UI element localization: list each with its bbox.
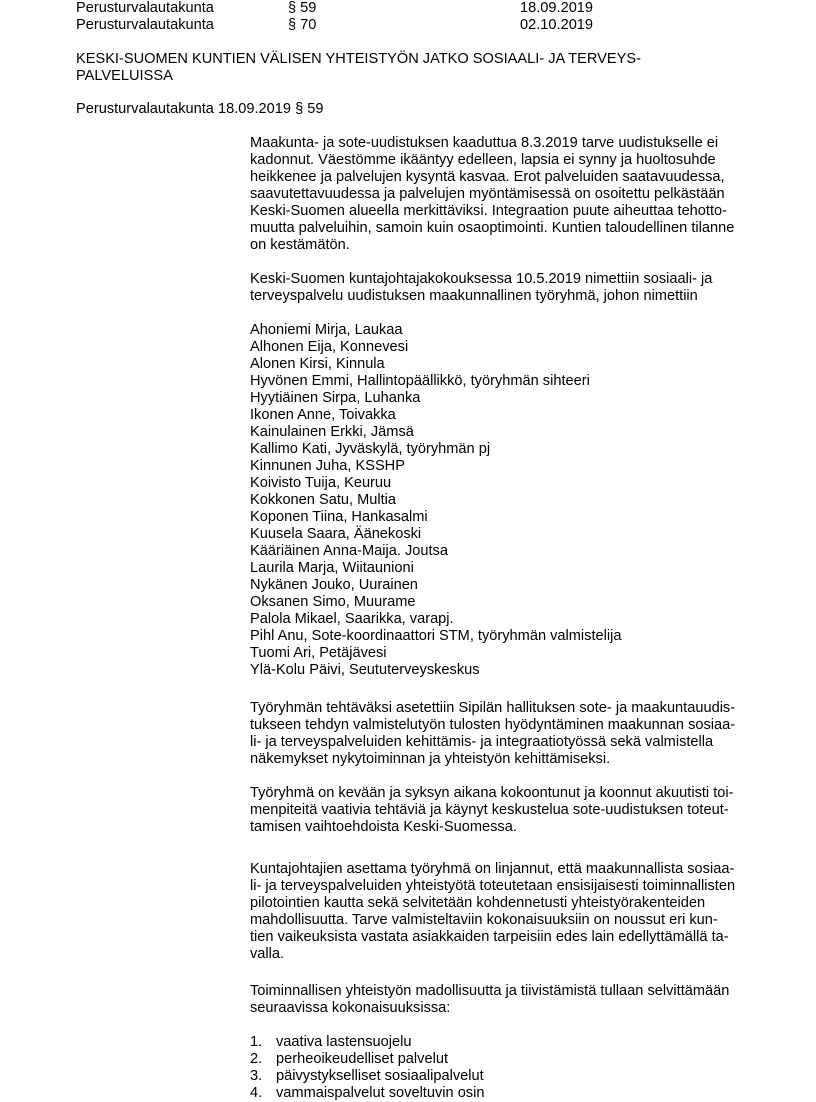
text-line: pilotointien kautta sekä selvitetään kohdennetusti yhteistyörakenteiden xyxy=(250,895,706,911)
member-item: Kuusela Saara, Äänekoski xyxy=(250,526,422,542)
text-line: menpiteitä vaativia tehtäviä ja käynyt keskustelua sote-uudistuksen toteut- xyxy=(250,802,729,818)
text-line: li- ja terveyspalveluiden kehittämis- ja integraatiotyössä sekä valmistella xyxy=(250,734,714,750)
document-body xyxy=(250,135,770,1102)
list-text: perheoikeudelliset palvelut xyxy=(276,1051,448,1067)
member-item: Nykänen Jouko, Uurainen xyxy=(250,577,418,593)
member-item: Kinnunen Juha, KSSHP xyxy=(250,458,405,474)
list-number: 4. xyxy=(250,1085,263,1101)
member-item: Alonen Kirsi, Kinnula xyxy=(250,356,385,372)
header-date-2: 02.10.2019 xyxy=(520,17,594,33)
member-item: Kääriäinen Anna-Maija. Joutsa xyxy=(250,543,448,559)
member-item: Koivisto Tuija, Keuruu xyxy=(250,475,392,491)
member-item: Kokkonen Satu, Multia xyxy=(250,492,397,508)
meeting-reference: Perusturvalautakunta 18.09.2019 § 59 xyxy=(76,101,324,117)
paragraph-2 xyxy=(250,271,770,305)
header-body-2: Perusturvalautakunta xyxy=(76,17,214,33)
text-line: kadonnut. Väestömme ikääntyy edelleen, lapsia ei synny ja huoltosuhde xyxy=(250,152,716,168)
text-line: valla. xyxy=(250,946,285,962)
text-line: Kuntajohtajien asettama työryhmä on linjannut, että maakunnallista sosiaa- xyxy=(250,861,735,877)
text-line: tien vaikeuksista vastata asiakkaiden tarpeisiin edes lain edellyttämällä ta- xyxy=(250,929,729,945)
text-line: Toiminnallisen yhteistyön madollisuutta ja tiivistämistä tullaan selvittämään xyxy=(250,983,730,999)
header-body-1: Perusturvalautakunta xyxy=(76,0,214,16)
text-line: heikkenee ja palvelujen kysyntä kasvaa. Erot palveluiden saatavuudessa, xyxy=(250,169,725,185)
list-number: 2. xyxy=(250,1051,263,1067)
member-item: Kallimo Kati, Jyväskylä, työryhmän pj xyxy=(250,441,491,457)
member-item: Oksanen Simo, Muurame xyxy=(250,594,416,610)
text-line: seuraavissa kokonaisuuksissa: xyxy=(250,1000,451,1016)
member-item: Tuomi Ari, Petäjävesi xyxy=(250,645,387,661)
header-section-1: § 59 xyxy=(288,0,317,16)
text-line: terveyspalvelu uudistuksen maakunnallinen työryhmä, johon nimettiin xyxy=(250,288,698,304)
list-text: päivystykselliset sosiaalipalvelut xyxy=(276,1068,484,1084)
member-list xyxy=(250,322,770,679)
header-section-2: § 70 xyxy=(288,17,317,33)
member-item: Ylä-Kolu Päivi, Seututerveyskeskus xyxy=(250,662,480,678)
paragraph-4 xyxy=(250,785,770,836)
text-line: mahdollisuutta. Tarve valmisteltaviin kokonaisuuksiin on noussut eri kun- xyxy=(250,912,718,928)
member-item: Hyytiäinen Sirpa, Luhanka xyxy=(250,390,421,406)
text-line: tamisen vaihtoehdoista Keski-Suomessa. xyxy=(250,819,517,835)
text-line: li- ja terveyspalveluiden yhteistyötä toteutetaan ensisijaisesti toiminnallisten xyxy=(250,878,736,894)
text-line: muutta palveluihin, samoin kuin osaoptimointi. Kuntien taloudellinen tilanne xyxy=(250,220,735,236)
text-line: Maakunta- ja sote-uudistuksen kaaduttua 8.3.2019 tarve uudistukselle ei xyxy=(250,135,719,151)
member-item: Palola Mikael, Saarikka, varapj. xyxy=(250,611,454,627)
text-line: on kestämätön. xyxy=(250,237,350,253)
numbered-list xyxy=(250,1034,770,1102)
member-item: Alhonen Eija, Konnevesi xyxy=(250,339,409,355)
header-row-2 xyxy=(76,17,616,34)
paragraph-5 xyxy=(250,861,770,963)
text-line: saavutettavuudessa ja palvelujen myöntämisessä on osoitettu pelkästään xyxy=(250,186,725,202)
list-item xyxy=(250,1085,770,1102)
list-item xyxy=(250,1051,770,1068)
list-item xyxy=(250,1068,770,1085)
header-row-1 xyxy=(76,0,616,17)
text-line: Työryhmän tehtäväksi asetettiin Sipilän hallituksen sote- ja maakuntauudis- xyxy=(250,700,736,716)
list-text: vaativa lastensuojelu xyxy=(276,1034,412,1050)
paragraph-3 xyxy=(250,700,770,768)
list-number: 1. xyxy=(250,1034,263,1050)
text-line: tukseen tehdyn valmistelutyön tulosten hyödyntäminen maakunnan sosiaa- xyxy=(250,717,736,733)
member-item: Pihl Anu, Sote-koordinaattori STM, työryhmän valmistelija xyxy=(250,628,622,644)
member-item: Ikonen Anne, Toivakka xyxy=(250,407,396,423)
title-line: PALVELUISSA xyxy=(76,68,173,84)
text-line: Keski-Suomen kuntajohtajakokouksessa 10.5.2019 nimettiin sosiaali- ja xyxy=(250,271,713,287)
list-item xyxy=(250,1034,770,1051)
title-line: KESKI-SUOMEN KUNTIEN VÄLISEN YHTEISTYÖN JATKO SOSIAALI- JA TERVEYS- xyxy=(76,51,641,67)
paragraph-6 xyxy=(250,983,770,1017)
header-date-1: 18.09.2019 xyxy=(520,0,594,16)
document-title xyxy=(76,51,676,85)
member-item: Hyvönen Emmi, Hallintopäällikkö, työryhmän sihteeri xyxy=(250,373,590,389)
text-line: Keski-Suomen alueella merkittäviksi. Integraation puute aiheuttaa tehotto- xyxy=(250,203,728,219)
list-number: 3. xyxy=(250,1068,263,1084)
member-item: Ahoniemi Mirja, Laukaa xyxy=(250,322,403,338)
text-line: näkemykset nykytoiminnan ja yhteistyön kehittämiseksi. xyxy=(250,751,611,767)
text-line: Työryhmä on kevään ja syksyn aikana kokoontunut ja koonnut akuutisti toi- xyxy=(250,785,734,801)
member-item: Koponen Tiina, Hankasalmi xyxy=(250,509,428,525)
list-text: vammaispalvelut soveltuvin osin xyxy=(276,1085,485,1101)
paragraph-1 xyxy=(250,135,770,254)
member-item: Laurila Marja, Wiitaunioni xyxy=(250,560,414,576)
member-item: Kainulainen Erkki, Jämsä xyxy=(250,424,414,440)
